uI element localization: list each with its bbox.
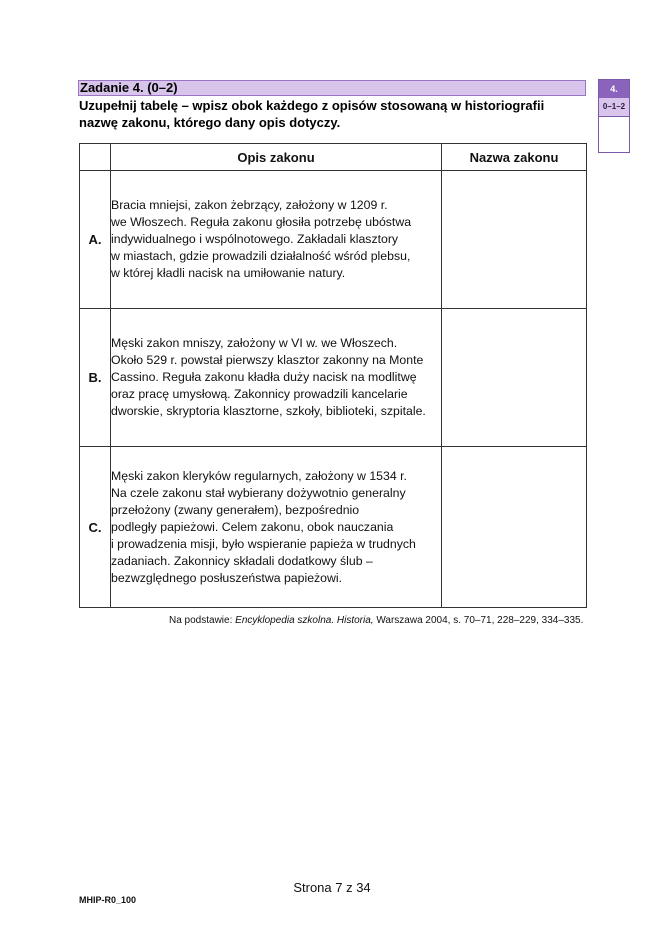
description-line: Męski zakon kleryków regularnych, założony w 1534 r. bbox=[111, 468, 407, 483]
column-header-name: Nazwa zakonu bbox=[442, 144, 587, 171]
answer-cell-c[interactable] bbox=[442, 447, 587, 608]
document-code: MHIP-R0_100 bbox=[79, 895, 137, 905]
page-number: Strona 7 z 34 bbox=[293, 880, 371, 895]
source-title: Encyklopedia szkolna. Historia, bbox=[235, 615, 374, 626]
description-line: w której kładli nacisk na umiłowanie natury. bbox=[111, 266, 346, 280]
table-row-c bbox=[80, 447, 587, 608]
table-corner-cell bbox=[80, 144, 111, 171]
description-line: Bracia mniejsi, zakon żebrzący, założony w 1209 r. bbox=[111, 198, 388, 212]
score-range: 0–1–2 bbox=[599, 98, 629, 117]
description-line: we Włoszech. Reguła zakonu głosiła potrzebę ubóstwa bbox=[111, 215, 412, 229]
description-line: oraz pracę umysłową. Zakonnicy prowadzili kancelarie bbox=[111, 387, 408, 401]
answer-cell-b[interactable] bbox=[442, 309, 587, 447]
source-prefix: Na podstawie: bbox=[169, 615, 236, 626]
score-entry-field[interactable] bbox=[599, 117, 629, 152]
description-line: podległy papieżowi. Celem zakonu, obok nauczania bbox=[111, 519, 394, 534]
description-line: i prowadzenia misji, było wspieranie papieża w trudnych bbox=[111, 536, 416, 551]
description-line: indywidualnego i wspólnotowego. Zakładali klasztory bbox=[111, 232, 399, 246]
source-details: Warszawa 2004, s. 70–71, 228–229, 334–335. bbox=[373, 615, 584, 626]
description-line: Męski zakon mniszy, założony w VI w. we Włoszech. bbox=[111, 336, 398, 350]
description-line: w miastach, gdzie prowadzili działalność wśród plebsu, bbox=[111, 249, 411, 263]
table-row-a bbox=[80, 171, 587, 309]
task-title: Zadanie 4. (0–2) bbox=[80, 80, 178, 95]
score-task-number: 4. bbox=[599, 80, 629, 98]
description-line: dworskie, skryptoria klasztorne, szkoły, biblioteki, szpitale. bbox=[111, 404, 426, 418]
table-header-row bbox=[80, 144, 587, 171]
score-box bbox=[598, 79, 630, 153]
description-line: przełożony (zwany generałem), bezpośrednio bbox=[111, 502, 360, 517]
description-line: Cassino. Reguła zakonu kładła duży nacisk na modlitwę bbox=[111, 370, 417, 384]
row-letter: A. bbox=[80, 171, 111, 309]
description-line: zadaniach. Zakonnicy składali dodatkowy ślub – bbox=[111, 553, 373, 568]
order-description bbox=[111, 171, 442, 309]
column-header-description: Opis zakonu bbox=[111, 144, 442, 171]
row-letter: C. bbox=[80, 447, 111, 608]
description-line: bezwzględnego posłuszeństwa papieżowi. bbox=[111, 570, 343, 585]
description-line: Na czele zakonu stał wybierany dożywotnio generalny bbox=[111, 485, 406, 500]
order-description bbox=[111, 309, 442, 447]
orders-table bbox=[79, 143, 587, 608]
order-description bbox=[111, 447, 442, 608]
source-citation bbox=[169, 614, 589, 627]
description-line: Około 529 r. powstał pierwszy klasztor zakonny na Monte bbox=[111, 353, 424, 367]
row-letter: B. bbox=[80, 309, 111, 447]
table-row-b bbox=[80, 309, 587, 447]
answer-cell-a[interactable] bbox=[442, 171, 587, 309]
task-instruction: Uzupełnij tabelę – wpisz obok każdego z opisów stosowaną w historiografii nazwę zakonu, którego dany opis dotyczy. bbox=[79, 98, 545, 130]
